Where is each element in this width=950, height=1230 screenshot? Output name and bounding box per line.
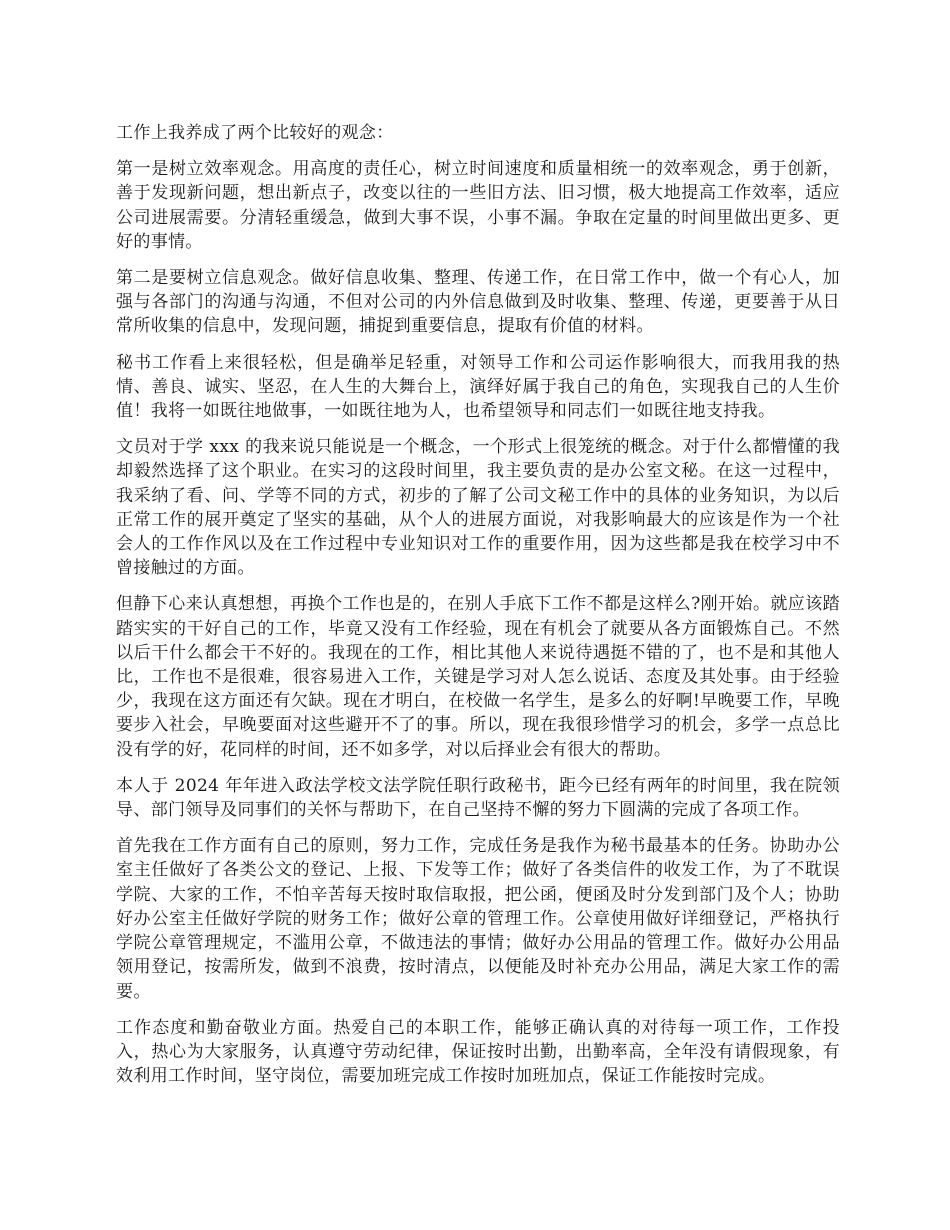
paragraph-employment: 本人于 2024 年年进入政法学校文法学院任职行政秘书，距今已经有两年的时间里，我在院领导、部门领导及同事们的关怀与帮助下，在自己坚持不懈的努力下圆满的完成了各项工作。 [116,775,840,821]
paragraph-information: 第二是要树立信息观念。做好信息收集、整理、传递工作，在日常工作中，做一个有心人，加强与各部门的沟通与沟通，不但对公司的内外信息做到及时收集、整理、传递，更要善于从日常所收集的信息中，发现问题，捕捉到重要信息，提取有价值的材料。 [116,268,840,337]
paragraph-intro: 工作上我养成了两个比较好的观念： [116,123,394,143]
paragraph-efficiency: 第一是树立效率观念。用高度的责任心，树立时间速度和质量相统一的效率观念，勇于创新，善于发现新问题，想出新点子，改变以往的一些旧方法、旧习惯，极大地提高工作效率，适应公司进展需要。分清轻重缓急，做到大事不误，小事不漏。争取在定量的时间里做出更多、更好的事情。 [116,159,840,252]
paragraph-clerk-internship: 文员对于学 xxx 的我来说只能说是一个概念，一个形式上很笼统的概念。对于什么都懵懂的我却毅然选择了这个职业。在实习的这段时间里，我主要负责的是办公室文秘。在这一过程中，我采纳了看、问、学等不同的方式，初步的了解了公司文秘工作中的具体的业务知识，为以后正常工作的展开奠定了坚实的基础，从个人的进展方面说，对我影响最大的应该是作为一个社会人的工作作风以及在工作过程中专业知识对工作的重要作用，因为这些都是我在校学习中不曾接触过的方面。 [116,437,840,579]
paragraph-principles: 首先我在工作方面有自己的原则，努力工作，完成任务是我作为秘书最基本的任务。协助办公室主任做好了各类公文的登记、上报、下发等工作；做好了各类信件的收发工作，为了不耽误学院、大家的工作，不怕辛苦每天按时取信取报，把公函，便函及时分发到部门及个人；协助好办公室主任做好学院的财务工作；做好公章的管理工作。公章使用做好详细登记，严格执行学院公章管理规定，不滥用公章，不做违法的事情；做好办公用品的管理工作。做好办公用品领用登记，按需所发，做到不浪费，按时清点，以便能及时补充办公用品，满足大家工作的需要。 [116,836,840,1002]
paragraph-reflection: 但静下心来认真想想，再换个工作也是的，在别人手底下工作不都是这样么?刚开始。就应该踏踏实实的干好自己的工作，毕竟又没有工作经验，现在有机会了就要从各方面锻炼自己。不然以后干什么都会干不好的。我现在的工作，相比其他人来说待遇挺不错的了，也不是和其他人比，工作也不是很难，很容易进入工作，关键是学习对人怎么说话、态度及其处事。由于经验少，我现在这方面还有欠缺。现在才明白，在校做一名学生，是多么的好啊!早晚要工作，早晚要步入社会，早晚要面对这些避开不了的事。所以，现在我很珍惜学习的机会，多学一点总比没有学的好，花同样的时间，还不如多学，对以后择业会有很大的帮助。 [116,594,840,760]
paragraph-attitude: 工作态度和勤奋敬业方面。热爱自己的本职工作，能够正确认真的对待每一项工作，工作投入，热心为大家服务，认真遵守劳动纪律，保证按时出勤，出勤率高，全年没有请假现象，有效利用工作时间，坚守岗位，需要加班完成工作按时加班加点，保证工作能按时完成。 [116,1017,840,1087]
paragraph-secretary-work: 秘书工作看上来很轻松，但是确举足轻重，对领导工作和公司运作影响很大，而我用我的热情、善良、诚实、坚忍，在人生的大舞台上，演绎好属于我自己的角色，实现我自己的人生价值！我将一如既往地做事，一如既往地为人，也希望领导和同志们一如既往地支持我。 [116,352,840,422]
document-body [116,121,840,1100]
